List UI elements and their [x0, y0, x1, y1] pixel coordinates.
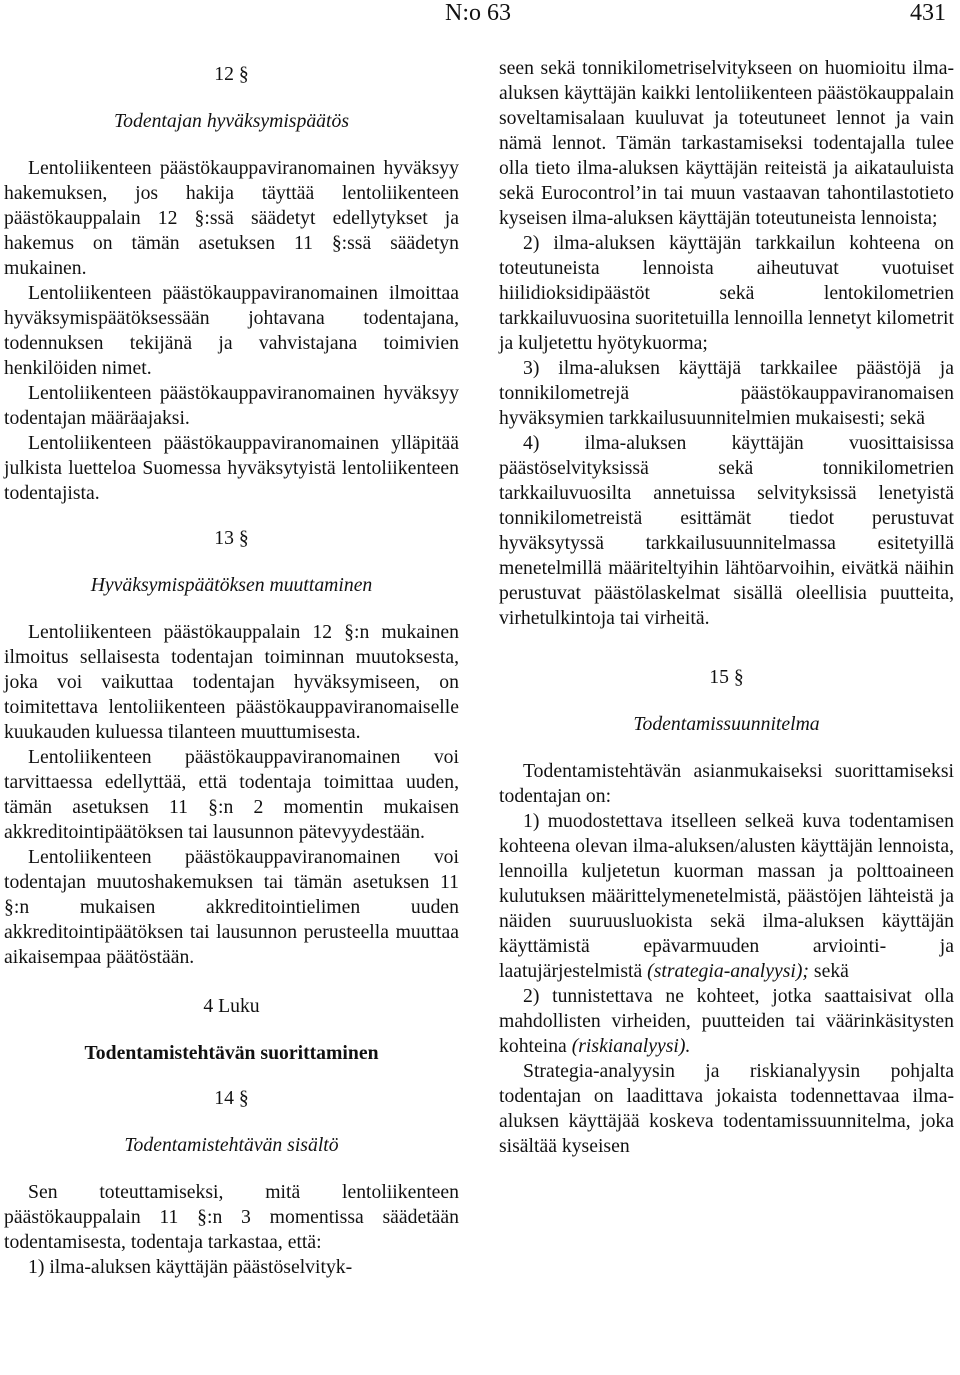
section-12-para-3: Lentoliikenteen päästökauppaviranomainen hyväksyy todentajan määräajaksi. — [4, 382, 459, 429]
page-number: 431 — [910, 0, 946, 26]
section-14-number: 14 § — [214, 1087, 249, 1109]
chapter-title: Todentamistehtävän suorittaminen — [84, 1042, 379, 1064]
section-14-item-4: 4) ilma-aluksen käyttäjän vuosittaisissa päästöselvityksissä sekä tonnikilometrien tarkkailuvuosilta annetuissa selvityksissä lenetyistä tonnikilometreistä esittämät tiedot perustuvat hyväksytyssä tarkkailusuunnitelmassa esitetyillä menetelmillä määriteltyihin lähtöarvoihin, eivätkä näihin perustuvat päästölaskelmat sisällä oleellisia puutteita, virhetulkintoja tai virheitä. — [499, 432, 954, 629]
section-13-number: 13 § — [214, 527, 249, 549]
section-15-item-2-text: 2) tunnistettava ne kohteet, jotka saattaisivat olla mahdollisten virheiden, puutteiden tai väärinkäsitysten kohteina — [499, 985, 954, 1057]
section-15-intro: Todentamistehtävän asianmukaiseksi suorittamiseksi todentajan on: — [499, 760, 954, 807]
section-14-item-2: 2) ilma-aluksen käyttäjän tarkkailun kohteena on toteutuneista lennoista aiheutuvat vuotuiset hiilidioksidipäästöt sekä lentokilometrien tarkkailuvuosina suoritetuilla lennoilla lennetyt kilometrit ja kuljetettu hyötykuorma; — [499, 232, 954, 354]
section-13-para-2: Lentoliikenteen päästökauppaviranomainen voi tarvittaessa edellyttää, että todentaja toimittaa uuden, tämän asetuksen 11 §:n 2 momentin mukaisen akkreditointipäätöksen tai lausunnon pätevyydestään. — [4, 746, 459, 843]
section-14-item-3: 3) ilma-aluksen käyttäjä tarkkailee päästöjä ja tonnikilometrejä päästökauppaviranomaisen hyväksymien tarkkailusuunnitelmien mukaisesti; sekä — [499, 357, 954, 429]
section-14-title: Todentamistehtävän sisältö — [124, 1134, 339, 1156]
section-12-para-2: Lentoliikenteen päästökauppaviranomainen ilmoittaa hyväksymispäätöksessään johtavana todentajana, todennuksen tekijänä ja vahvistajana toimivien henkilöiden nimet. — [4, 282, 459, 379]
section-15-item-1 — [499, 809, 954, 984]
issue-number: N:o 63 — [445, 0, 511, 26]
section-15-number: 15 § — [709, 666, 744, 688]
section-12-title: Todentajan hyväksymispäätös — [114, 110, 349, 132]
section-12-number: 12 § — [214, 63, 249, 85]
section-14-item-1-continued: seen sekä tonnikilometriselvitykseen on huomioitu ilma-aluksen käyttäjän kaikki lentoliikenteen päästökauppalain soveltamisalaan kuuluvat ja toteutuneet lennot ja vain nämä lennot. Tämän tarkastamiseksi todentajalla tulee olla tieto ilma-aluksen käyttäjän reiteistä ja aikatauluista sekä Eurocontrol’in tai muun vastaavan tahontilastotieto kyseisen ilma-aluksen käyttäjän toteutuneista lennoista; — [499, 57, 954, 229]
section-13-title: Hyväksymispäätöksen muuttaminen — [90, 574, 373, 596]
section-15-title: Todentamissuunnitelma — [633, 713, 820, 735]
section-14-intro: Sen toteuttamiseksi, mitä lentoliikenteen päästökauppalain 11 §:n 3 momentissa säädetään todentamisesta, todentaja tarkastaa, että: — [4, 1181, 459, 1253]
chapter-number: 4 Luku — [203, 995, 260, 1017]
section-12-para-4: Lentoliikenteen päästökauppaviranomainen ylläpitää julkista luetteloa Suomessa hyväksytyistä lentoliikenteen todentajista. — [4, 432, 459, 504]
section-15-item-2 — [499, 984, 954, 1059]
section-15-item-1-text: 1) muodostettava itselleen selkeä kuva todentamisen kohteena olevan ilma-aluksen/alusten käyttäjän lennoista, lennoilla kuljetetun kuorman massan ja polttoaineen kulutuksen määrittelymenetelmistä, päästöjen lähteistä ja näiden suuruusluokista sekä ilma-aluksen käyttäjän käyttämistä epävarmuuden arviointi- ja laatujärjestelmistä — [499, 810, 954, 982]
page-header — [0, 0, 960, 40]
section-15-item-1-term: (strategia-analyysi); — [647, 960, 809, 982]
left-column — [4, 56, 459, 1280]
section-13-para-1: Lentoliikenteen päästökauppalain 12 §:n mukainen ilmoitus sellaisesta todentajan toiminnan muutoksesta, joka voi vaikuttaa todentajan hyväksymiseen, on toimitettava lentoliikenteen päästökauppaviranomaiselle kuukauden kuluessa tilanteen muuttumisesta. — [4, 621, 459, 743]
section-15-final-para: Strategia-analyysin ja riskianalyysin pohjalta todentajan on laadittava jokaista todennettavaa ilma-aluksen käyttäjää koskeva todentamissuunnitelma, joka sisältää kyseisen — [499, 1060, 954, 1157]
section-13-para-3: Lentoliikenteen päästökauppaviranomainen voi todentajan muutoshakemuksen tai tämän asetuksen 11 §:n mukaisen akkreditointielimen uuden akkreditointipäätöksen tai lausunnon perusteella muuttaa aikaisempaa päätöstään. — [4, 846, 459, 968]
section-12-para-1: Lentoliikenteen päästökauppaviranomainen hyväksyy hakemuksen, jos hakija täyttää lentoliikenteen päästökauppalain 12 §:ssä säädetyt edellytykset ja hakemus on tämän asetuksen 11 §:ssä säädetyn mukainen. — [4, 157, 459, 279]
section-15-item-2-term: (riskianalyysi). — [571, 1035, 691, 1057]
right-column — [499, 56, 954, 1159]
section-15-item-1-end: sekä — [813, 960, 849, 982]
section-14-item-1-start: 1) ilma-aluksen käyttäjän päästöselvityk- — [28, 1256, 353, 1278]
